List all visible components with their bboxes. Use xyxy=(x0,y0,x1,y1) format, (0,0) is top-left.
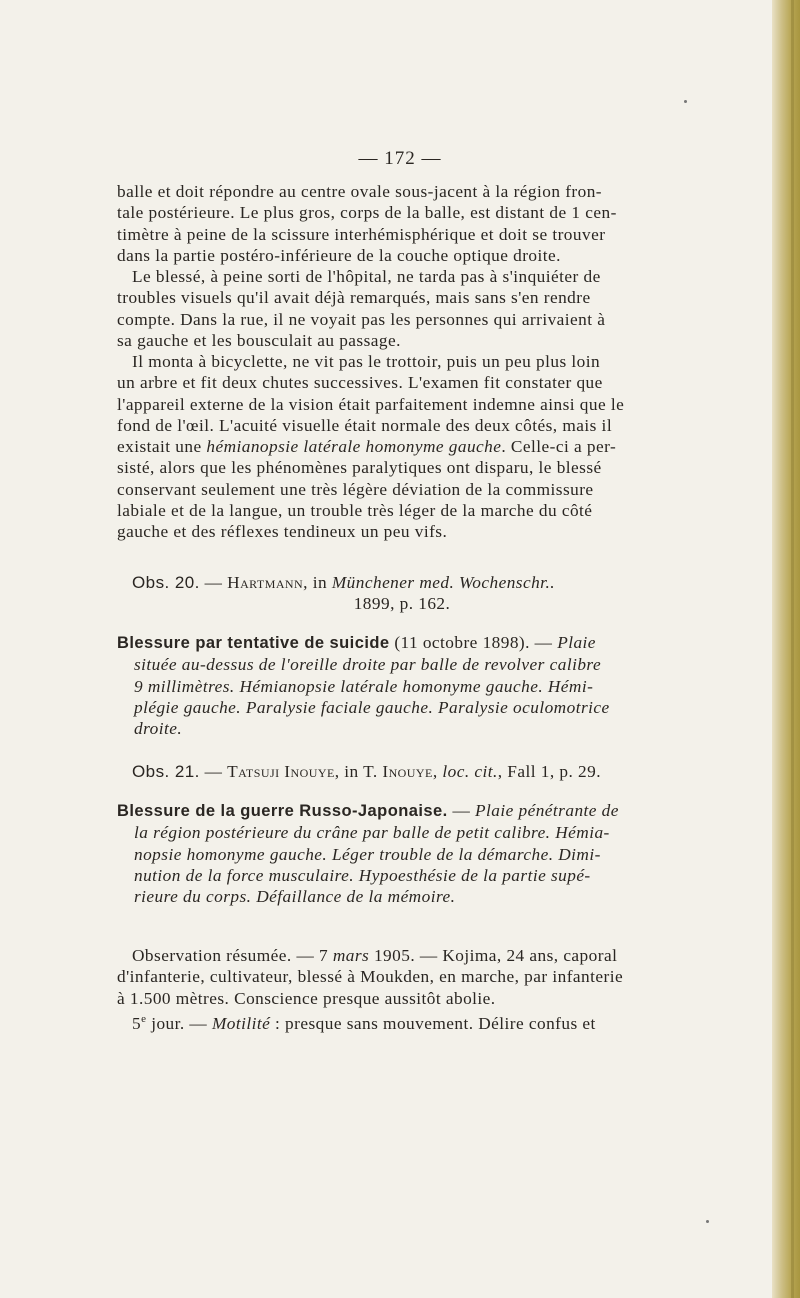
italic-run: Plaie xyxy=(557,633,596,652)
journal-name: Münchener med. Wochenschr.. xyxy=(331,573,555,592)
text-line: Le blessé, à peine sorti de l'hôpital, ne tarda pas à s'inquiéter de xyxy=(132,267,601,286)
text-line xyxy=(117,436,687,457)
obs-label: Obs. 20. xyxy=(132,573,200,592)
italic-term: hémianopsie latérale homonyme gauche xyxy=(206,437,502,457)
paragraph-3 xyxy=(117,351,687,543)
author-name: Hartmann xyxy=(227,573,304,592)
italic-run: droite. xyxy=(134,719,183,739)
text-line: compte. Dans la rue, il ne voyait pas les personnes qui arrivaient à xyxy=(117,309,606,329)
paper-speck xyxy=(684,100,687,103)
text-run: 5 xyxy=(132,1013,142,1033)
text-line xyxy=(117,945,687,966)
text-line: fond de l'œil. L'acuité visuelle était normale des deux côtés, mais il xyxy=(117,415,613,435)
text-line: d'infanterie, cultivateur, blessé à Moukden, en marche, par infanterie xyxy=(117,967,624,987)
case-title: Blessure de la guerre Russo-Japonaise. xyxy=(117,802,448,820)
text-line: balle et doit répondre au centre ovale sous-jacent à la région fron- xyxy=(117,182,602,201)
italic-run: mars xyxy=(332,946,370,965)
case-title: Blessure par tentative de suicide xyxy=(117,634,390,652)
italic-run: plégie gauche. Paralysie faciale gauche. Paralysie oculomotrice xyxy=(134,697,610,717)
text-run: 1905. — Kojima, 24 ans, caporal xyxy=(369,946,618,965)
text-line: un arbre et fit deux chutes successives. L'examen fit constater que xyxy=(117,373,603,393)
obs-20-reference xyxy=(117,572,687,615)
italic-run: 9 millimètres. Hémianopsie latérale homonyme gauche. Hémi- xyxy=(134,676,594,696)
text-run: — xyxy=(199,762,228,781)
text-line: troubles visuels qu'il avait déjà remarqués, mais sans s'en rendre xyxy=(117,288,591,308)
text-line xyxy=(117,1009,687,1034)
text-run: existait une xyxy=(117,437,207,457)
text-line: sisté, alors que les phénomènes paralytiques ont disparu, le blessé xyxy=(117,458,602,478)
obs-20-year: 1899, p. 162. xyxy=(353,594,451,614)
italic-run: Motilité xyxy=(211,1013,271,1033)
italic-run: Plaie pénétrante de xyxy=(475,801,619,820)
paragraph-1 xyxy=(117,181,687,266)
text-run: (11 octobre 1898). — xyxy=(389,633,558,652)
text-run: — xyxy=(199,573,228,592)
text-line: timètre à peine de la scissure interhémisphérique et doit se trouver xyxy=(117,224,606,244)
text-line: gauche et des réflexes tendineux un peu vifs. xyxy=(117,522,448,542)
text-line: Il monta à bicyclette, ne vit pas le trottoir, puis un peu plus loin xyxy=(132,352,601,371)
text-line: à 1.500 mètres. Conscience presque aussitôt abolie. xyxy=(117,988,496,1008)
page-edge xyxy=(772,0,800,1298)
italic-run: nution de la force musculaire. Hypoesthésie de la partie supé- xyxy=(134,865,591,885)
page-number: — 172 — xyxy=(358,148,442,169)
text-line: l'appareil externe de la vision était parfaitement indemne ainsi que le xyxy=(117,394,625,414)
paragraph-2 xyxy=(117,266,687,351)
italic-run: nopsie homonyme gauche. Léger trouble de la démarche. Dimi- xyxy=(134,844,601,864)
superscript: e xyxy=(141,1012,147,1025)
text-line: conservant seulement une très légère déviation de la commissure xyxy=(117,479,594,499)
text-line xyxy=(117,844,687,865)
text-run: , xyxy=(432,762,443,781)
case-20-summary xyxy=(117,632,687,739)
text-line xyxy=(117,654,687,675)
text-line xyxy=(117,822,687,843)
text-line xyxy=(117,676,687,697)
author-name: Inouye xyxy=(382,762,433,781)
case-21-summary xyxy=(117,800,687,907)
observation-summary xyxy=(117,945,687,1034)
obs-21-reference xyxy=(117,761,687,782)
text-run: , Fall 1, p. 29. xyxy=(497,762,601,781)
text-run: . Celle-ci a per- xyxy=(501,437,617,457)
author-name: Tatsuji Inouye xyxy=(227,762,335,781)
text-run: jour. — xyxy=(146,1013,212,1033)
italic-run: loc. cit. xyxy=(442,762,498,781)
text-line: tale postérieure. Le plus gros, corps de la balle, est distant de 1 cen- xyxy=(117,203,617,223)
obs-21-line xyxy=(117,761,687,782)
text-line xyxy=(117,718,687,739)
text-run: : presque sans mouvement. Délire confus et xyxy=(270,1013,596,1033)
text-line: labiale et de la langue, un trouble très léger de la marche du côté xyxy=(117,501,593,521)
italic-run: rieure du corps. Défaillance de la mémoire. xyxy=(134,887,456,907)
text-line xyxy=(117,632,687,654)
text-run: — xyxy=(447,801,476,820)
obs-label: Obs. 21. xyxy=(132,762,200,781)
page-edge-shadow xyxy=(791,0,794,1298)
italic-run: la région postérieure du crâne par balle de petit calibre. Hémia- xyxy=(134,823,610,843)
text-run: , in T. xyxy=(334,762,383,781)
paper-speck xyxy=(706,1220,709,1223)
text-line xyxy=(117,800,687,822)
text-line: dans la partie postéro-inférieure de la couche optique droite. xyxy=(117,245,561,265)
italic-run: située au-dessus de l'oreille droite par balle de revolver calibre xyxy=(134,655,602,675)
text-line: sa gauche et les bousculait au passage. xyxy=(117,330,401,350)
text-run: , in xyxy=(303,573,332,592)
text-line xyxy=(117,865,687,886)
text-line xyxy=(117,697,687,718)
text-line xyxy=(117,886,687,907)
obs-20-line xyxy=(117,572,687,593)
text-run: Observation résumée. — 7 xyxy=(132,946,333,965)
